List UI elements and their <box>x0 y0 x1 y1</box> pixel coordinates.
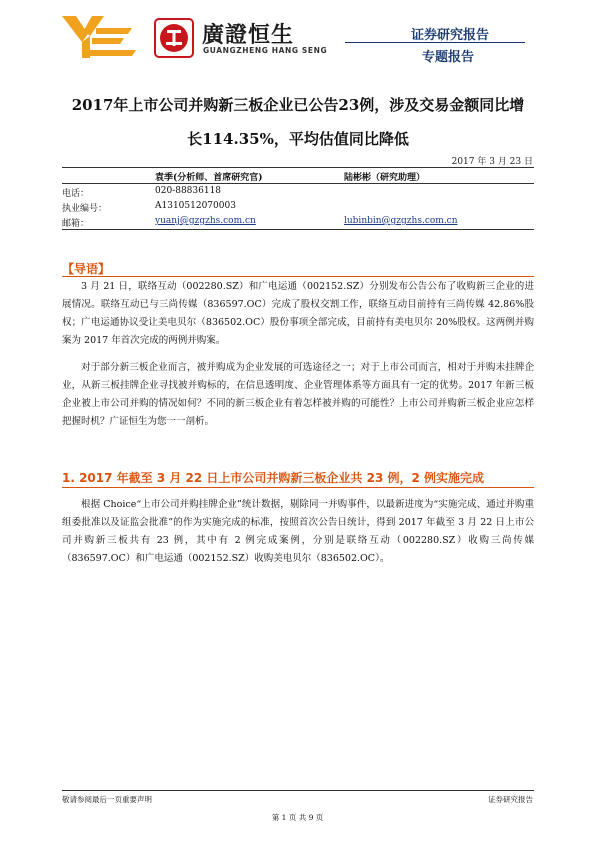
seal-icon <box>154 18 194 58</box>
intro-paragraph-1: 3 月 21 日，联络互动（002280.SZ）和广电运通（002152.SZ）分别发布公告公布了收购新三企业的进展情况。联络互动已与三尚传媒（836597.OC）完成了股权交割工作，联络互动目前持有三尚传媒 42.86%股权；广电运通协议受让美电贝尔（836502.OC）股份事项全部完成，目前持有美电贝尔 20%股权。这两例并购案为 2017 年首次完成的两例并购案。 <box>62 281 534 346</box>
yf-logo-mark-icon <box>62 14 140 60</box>
report-type-label: 证券研究报告 <box>410 28 489 43</box>
license-label: 执业编号： <box>62 204 108 214</box>
footer-report-label: 证券研究报告 <box>488 795 533 804</box>
report-subtype-label: 专题报告 <box>421 50 474 65</box>
analyst-name: 袁季(分析师、首席研究官) <box>155 173 263 183</box>
section-1-heading: 1. 2017 年截至 3 月 22 日上市公司并购新三板企业共 23 例，2 例实施完成 <box>62 471 485 485</box>
section-1-paragraph: 根据 Choice“上市公司并购挂牌企业”统计数据，剔除同一并购事件，以最新进度为“实施完成、通过并购重组委批准以及证监会批准”的作为实施完成的标准，按照首次公告日统计，得到 2017 年截至 3 月 22 日上市公司并购新三板共有 23 例，其中有 2 例完成案例，分别是联络互动（002280.SZ）收购三尚传媒（836597.OC）和广电运通（002152.SZ）收购美电贝尔（836502.OC）。 <box>62 499 534 564</box>
footer-divider <box>62 790 534 791</box>
brand-name-en: GUANGZHENG HANG SENG <box>203 46 328 55</box>
report-date: 2017 年 3 月 23 日 <box>451 157 533 167</box>
footer-disclaimer: 敬请参阅最后一页重要声明 <box>62 795 152 804</box>
author-license-row <box>62 199 534 214</box>
report-title-line-1: 2017年上市公司并购新三板企业已公告23例，涉及交易金额同比增 <box>71 96 525 114</box>
author-email-row <box>62 214 534 230</box>
company-logo <box>62 14 328 60</box>
phone-value: 020-88836118 <box>155 186 222 196</box>
assistant-name: 陆彬彬（研究助理） <box>344 173 426 183</box>
phone-label: 电话： <box>62 189 90 199</box>
email-label: 邮箱： <box>62 219 90 229</box>
section-1-heading-rule <box>62 487 534 488</box>
author-name-row <box>62 167 534 184</box>
author-info-table <box>62 167 534 230</box>
report-title <box>58 88 538 156</box>
intro-paragraph-2: 对于部分新三板企业而言，被并购成为企业发展的可选途径之一；对于上市公司而言，相对于并购未挂牌企业，从新三板挂牌企业寻找被并购标的，在信息透明度、企业管理体系等方面具有一定的优势。2017 年新三板企业被上市公司并购的情况如何？不同的新三板企业有着怎样被并购的可能性？上市公司并购新三板企业应怎样把握时机？广证恒生为您一一剖析。 <box>62 362 534 427</box>
header-divider <box>345 42 525 43</box>
report-title-line-2: 长114.35%，平均估值同比降低 <box>187 130 409 148</box>
analyst-email-link[interactable]: yuanj@gzgzhs.com.cn <box>155 216 256 226</box>
author-phone-row <box>62 184 534 199</box>
intro-heading: 【导语】 <box>62 262 111 276</box>
intro-heading-rule <box>62 276 534 277</box>
page-number: 第 1 页 共 9 页 <box>271 813 324 822</box>
brand-name-cn: 廣證恒生 <box>202 23 295 48</box>
assistant-email-link[interactable]: lubinbin@gzgzhs.com.cn <box>344 216 458 226</box>
license-value: A1310512070003 <box>155 201 236 211</box>
